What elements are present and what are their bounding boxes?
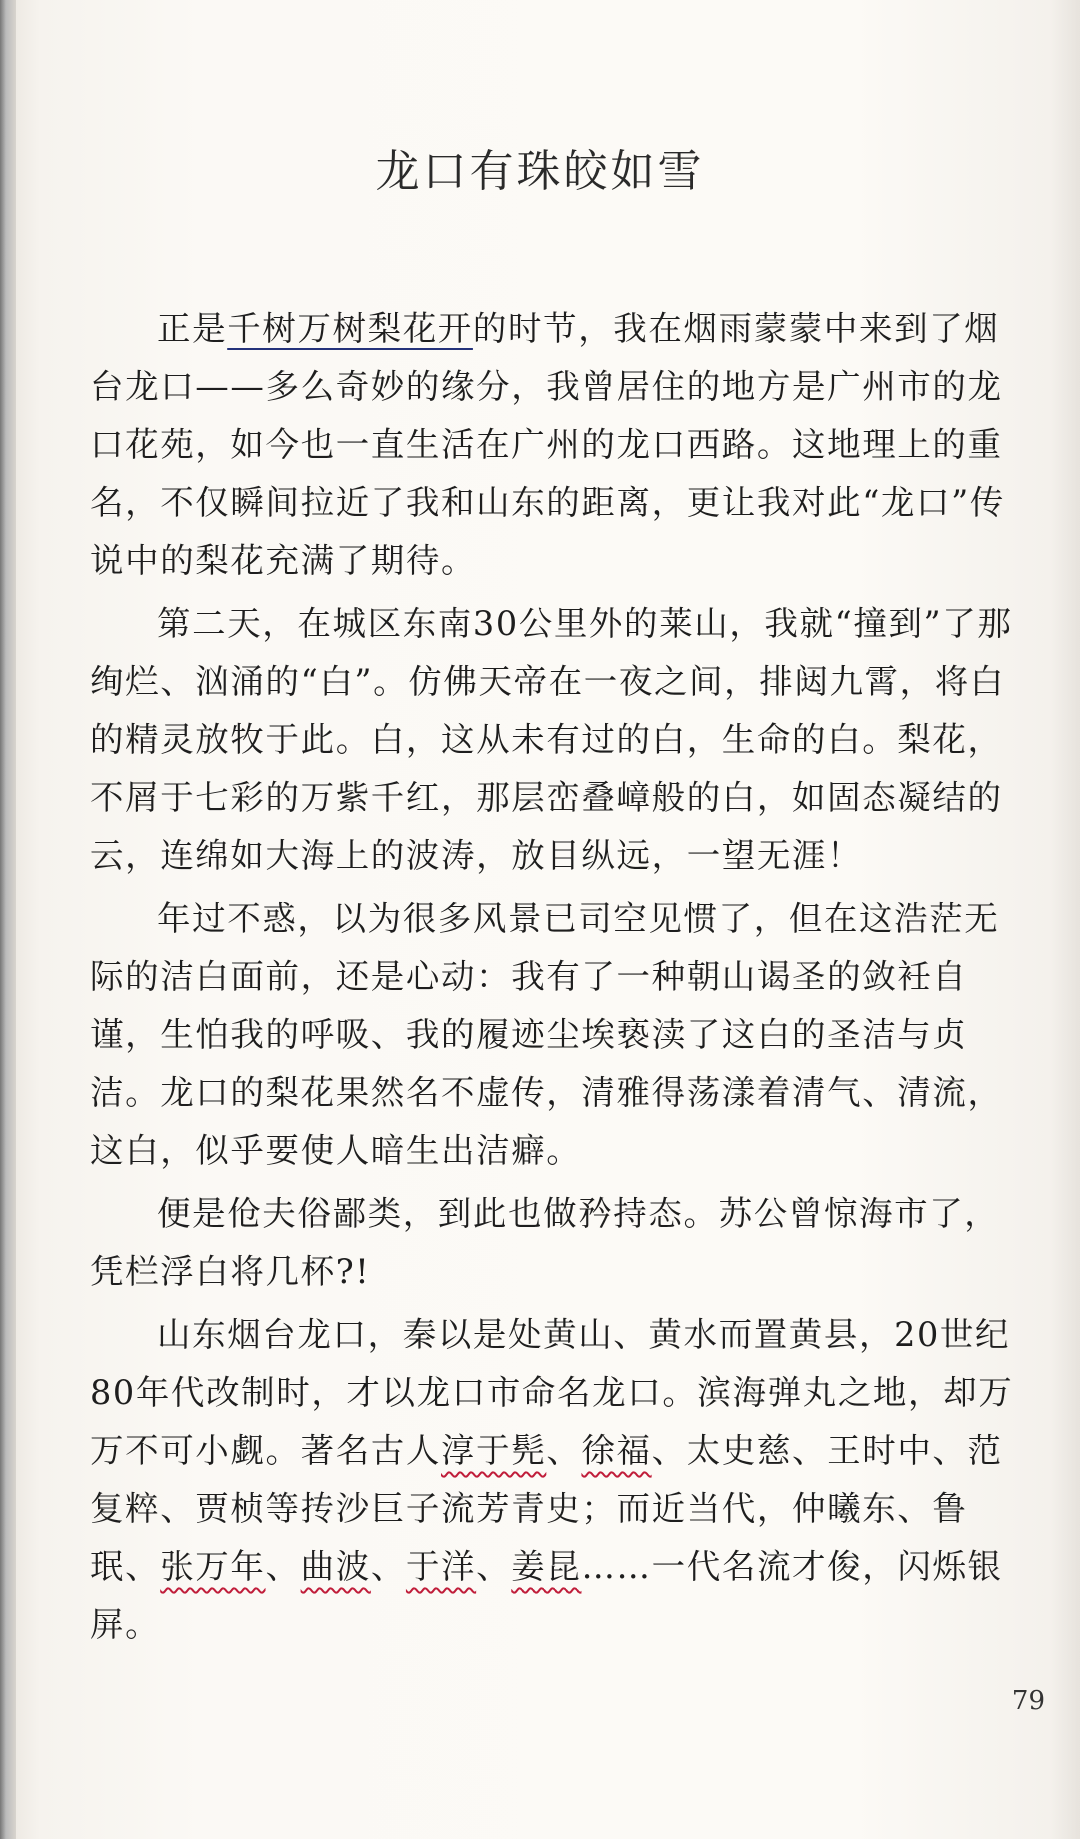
page-number: 79 [1011,1686,1045,1716]
body-text [90,300,1020,1659]
paragraph-5-tail: ……一代名流才俊，闪烁银屏。 [90,1547,1003,1644]
book-spine-shadow [0,0,16,1839]
paragraph-4: 便是伧夫俗鄙类，到此也做矜持态。苏公曾惊海市了，凭栏浮白将几杯?! [90,1194,1000,1291]
paragraph-1-lead: 正是 [157,309,228,348]
paragraph-1 [90,300,1020,590]
highlighted-name: 淳于髡 [441,1431,547,1470]
paragraph-5-middle: 、太史慈、王时中、范复粹、贾桢等抟沙巨子流芳青史；而近当代，仲曦东、鲁珉、 [90,1431,1003,1586]
paragraph-2: 第二天，在城区东南30公里外的莱山，我就“撞到”了那绚烂、汹涌的“白”。仿佛天帝在一夜之间，排闼九霄，将白的精灵放牧于此。白，这从未有过的白，生命的白。梨花，不屑于七彩的万紫千红，那层峦叠嶂般的白，如固态凝结的云，连绵如大海上的波涛，放目纵远，一望无涯！ [90,604,1013,875]
underlined-phrase: 千树万树梨花开 [227,309,473,348]
paragraph-1-rest: 的时节，我在烟雨蒙蒙中来到了烟台龙口——多么奇妙的缘分，我曾居住的地方是广州市的龙口花苑，如今也一直生活在广州的龙口西路。这地理上的重名，不仅瞬间拉近了我和山东的距离，更让我对此“龙口”传说中的梨花充满了期待。 [90,309,1005,580]
highlighted-name: 徐福 [581,1431,652,1470]
highlighted-name: 姜昆 [511,1547,582,1586]
paragraph-3: 年过不惑，以为很多风景已司空见惯了，但在这浩茫无际的洁白面前，还是心动：我有了一种朝山谒圣的敛衽自谨，生怕我的呼吸、我的履迹尘埃亵渎了这白的圣洁与贞洁。龙口的梨花果然名不虚传，清雅得荡漾着清气、清流，这白，似乎要使人暗生出洁癖。 [90,899,1003,1170]
paragraph-5-lead: 山东烟台龙口，秦以是处黄山、黄水而置黄县，20世纪80年代改制时，才以龙口市命名龙口。滨海弹丸之地，却万万不可小觑。著名古人 [90,1315,1014,1470]
highlighted-name: 于洋 [405,1547,477,1586]
highlighted-name: 张万年 [160,1547,266,1586]
highlighted-name: 曲波 [300,1547,371,1586]
paragraph-5: 山东烟台龙口，秦以是处黄山、黄水而置黄县，20世纪80年代改制时，才以龙口市命名龙口。滨海弹丸之地，却万万不可小觑。著名古人淳于髡、徐福、太史慈、王时中、范复粹、贾桢等抟沙巨子流芳青史；而近当代，仲曦东、鲁珉、张万年、曲波、于洋、姜昆……一代名流才俊，闪烁银屏。 [90,1315,1014,1644]
page-title: 龙口有珠皎如雪 [375,146,705,197]
